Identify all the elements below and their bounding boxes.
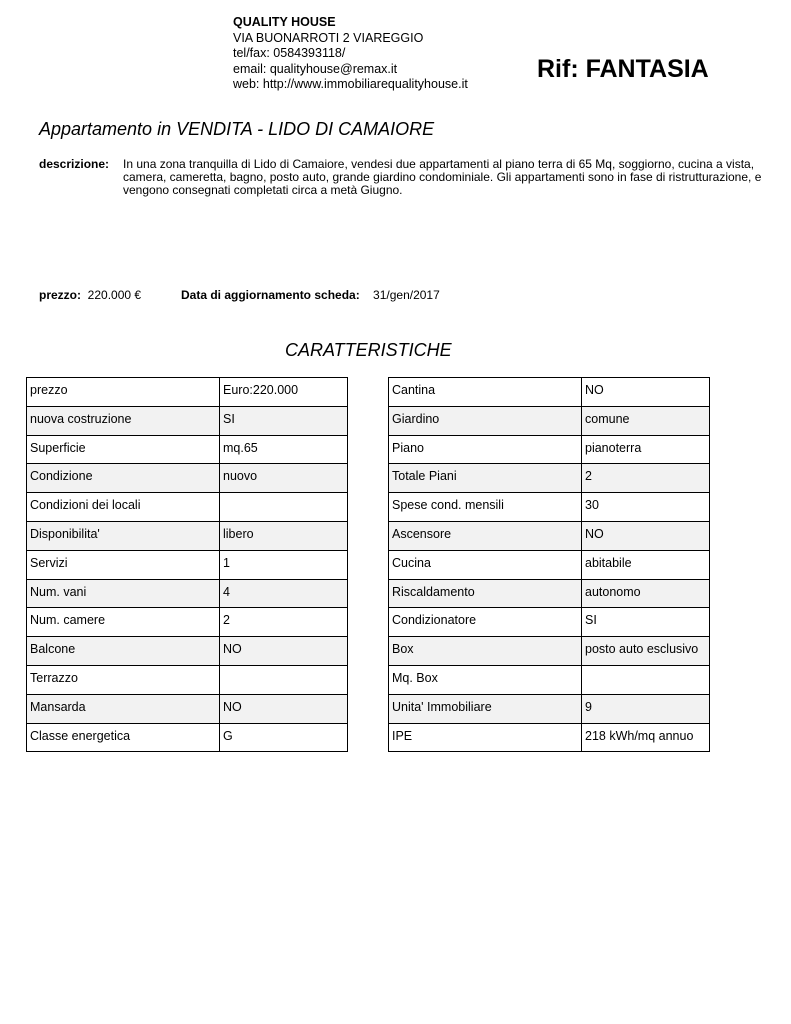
feature-row [389, 637, 710, 666]
feature-key: Disponibilita' [27, 521, 220, 550]
feature-row [27, 378, 348, 407]
description-text: In una zona tranquilla di Lido di Camaiore, vendesi due appartamenti al piano terra di 65 Mq, soggiorno, cucina a vista, camera, cameretta, bagno, posto auto, grande giardino condominiale. Gli appartamenti sono in fase di ristrutturazione, e vengono consegnati completati circa a metà Giugno. [123, 157, 762, 197]
feature-value: SI [582, 608, 710, 637]
feature-value: NO [582, 378, 710, 407]
feature-key: prezzo [27, 378, 220, 407]
feature-value: NO [582, 521, 710, 550]
feature-value [582, 665, 710, 694]
feature-key: Mansarda [27, 694, 220, 723]
feature-row [27, 521, 348, 550]
feature-row [389, 493, 710, 522]
feature-key: Superficie [27, 435, 220, 464]
feature-value: 218 kWh/mq annuo [582, 723, 710, 752]
listing-title: Appartamento in VENDITA - LIDO DI CAMAIORE [39, 119, 435, 139]
feature-key: Num. vani [27, 579, 220, 608]
feature-key: Giardino [389, 406, 582, 435]
feature-value [220, 665, 348, 694]
update-info [181, 288, 440, 302]
feature-key: Spese cond. mensili [389, 493, 582, 522]
update-value: 31/gen/2017 [373, 288, 440, 302]
feature-row [389, 464, 710, 493]
feature-value: 30 [582, 493, 710, 522]
feature-row [27, 665, 348, 694]
price-label: prezzo: [39, 288, 81, 302]
feature-key: Piano [389, 435, 582, 464]
feature-value: pianoterra [582, 435, 710, 464]
feature-row [389, 723, 710, 752]
feature-row [389, 521, 710, 550]
agency-name: QUALITY HOUSE [233, 15, 336, 29]
features-table-right [388, 377, 710, 752]
feature-value: posto auto esclusivo [582, 637, 710, 666]
feature-key: Mq. Box [389, 665, 582, 694]
price-info [39, 288, 141, 302]
description-label: descrizione: [39, 157, 110, 171]
feature-key: Unita' Immobiliare [389, 694, 582, 723]
feature-key: Condizionatore [389, 608, 582, 637]
feature-key: IPE [389, 723, 582, 752]
reference-code: Rif: FANTASIA [537, 55, 709, 83]
feature-row [27, 637, 348, 666]
feature-value: comune [582, 406, 710, 435]
features-table-left [26, 377, 348, 752]
feature-key: Ascensore [389, 521, 582, 550]
feature-row [389, 665, 710, 694]
agency-email: email: qualityhouse@remax.it [233, 61, 398, 76]
feature-row [389, 694, 710, 723]
agency-web: web: http://www.immobiliarequalityhouse.it [233, 77, 468, 92]
feature-value: NO [220, 637, 348, 666]
feature-key: Totale Piani [389, 464, 582, 493]
feature-value: NO [220, 694, 348, 723]
feature-row [27, 694, 348, 723]
feature-row [27, 464, 348, 493]
feature-row [27, 493, 348, 522]
feature-row [389, 579, 710, 608]
feature-value: 2 [582, 464, 710, 493]
feature-row [27, 406, 348, 435]
feature-value: nuovo [220, 464, 348, 493]
feature-value: 2 [220, 608, 348, 637]
feature-row [389, 406, 710, 435]
feature-value: 4 [220, 579, 348, 608]
feature-key: Cantina [389, 378, 582, 407]
feature-key: Servizi [27, 550, 220, 579]
update-label: Data di aggiornamento scheda: [181, 288, 360, 302]
feature-value: SI [220, 406, 348, 435]
feature-value: G [220, 723, 348, 752]
feature-row [389, 435, 710, 464]
feature-row [389, 608, 710, 637]
feature-key: Condizioni dei locali [27, 493, 220, 522]
feature-key: Box [389, 637, 582, 666]
feature-row [389, 550, 710, 579]
feature-key: Terrazzo [27, 665, 220, 694]
feature-row [27, 435, 348, 464]
feature-value: libero [220, 521, 348, 550]
feature-key: Riscaldamento [389, 579, 582, 608]
feature-value: abitabile [582, 550, 710, 579]
feature-value: 1 [220, 550, 348, 579]
feature-key: nuova costruzione [27, 406, 220, 435]
feature-key: Condizione [27, 464, 220, 493]
feature-row [27, 550, 348, 579]
section-title: CARATTERISTICHE [285, 340, 452, 360]
feature-value: mq.65 [220, 435, 348, 464]
agency-address: VIA BUONARROTI 2 VIAREGGIO [233, 30, 424, 45]
description [39, 158, 764, 197]
feature-key: Num. camere [27, 608, 220, 637]
feature-row [27, 723, 348, 752]
feature-value [220, 493, 348, 522]
feature-value: autonomo [582, 579, 710, 608]
feature-key: Balcone [27, 637, 220, 666]
feature-key: Classe energetica [27, 723, 220, 752]
price-value: 220.000 € [87, 288, 142, 302]
feature-row [389, 378, 710, 407]
feature-value: Euro:220.000 [220, 378, 348, 407]
feature-row [27, 579, 348, 608]
agency-phone: tel/fax: 0584393118/ [233, 46, 346, 61]
feature-key: Cucina [389, 550, 582, 579]
feature-row [27, 608, 348, 637]
agency-info [233, 15, 468, 93]
feature-value: 9 [582, 694, 710, 723]
